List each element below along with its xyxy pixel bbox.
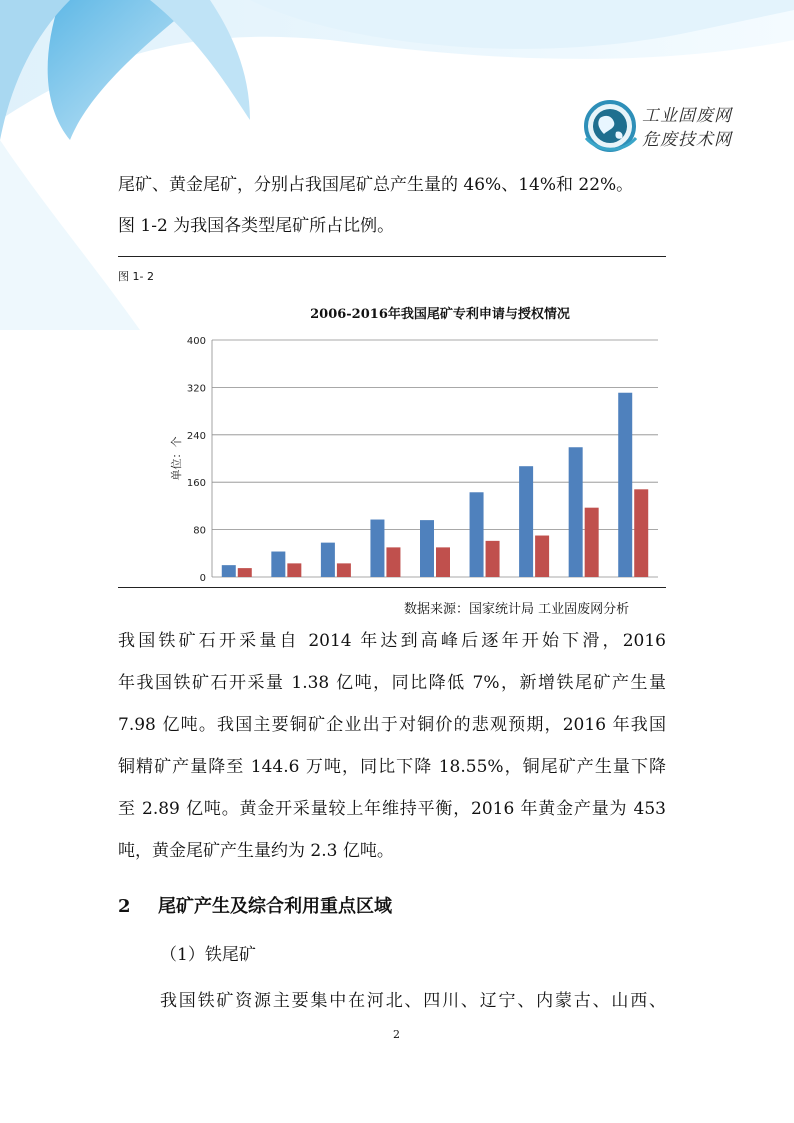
bar-series-1-5 [420,520,434,577]
bar-series-2-3 [337,563,351,577]
data-source-note: 数据来源：国家统计局 工业固废网分析 [404,602,630,617]
y-tick-label: 0 [199,573,206,582]
bar-series-1-2 [271,552,285,577]
y-axis-label: 单位：个 [170,436,183,481]
body-line: 铜精矿产量降至 144.6 万吨，同比下降 18.55%，铜尾矿产生量下降 [118,757,666,777]
bar-series-2-5 [436,547,450,577]
bar-series-1-9 [618,393,632,577]
body-line: 图 1-2 为我国各类型尾矿所占比例。 [118,216,395,236]
bar-series-1-7 [519,466,533,577]
logo-line-2: 危废技术网 [642,130,732,150]
section-title: 尾矿产生及综合利用重点区域 [158,896,392,917]
bar-series-2-8 [585,508,599,577]
bar-series-2-4 [386,547,400,577]
page-number: 2 [393,1028,400,1041]
bar-series-2-6 [486,541,500,577]
section-heading [118,892,392,918]
body-line: 年我国铁矿石开采量 1.38 亿吨，同比降低 7%，新增铁尾矿产生量 [118,673,666,693]
body-line: 我国铁矿资源主要集中在河北、四川、辽宁、内蒙古、山西、 [160,991,666,1011]
bar-series-1-8 [569,447,583,577]
body-line: 我国铁矿石开采量自 2014 年达到高峰后逐年开始下滑，2016 [118,631,666,651]
bar-series-2-2 [287,563,301,577]
body-line: 尾矿、黄金尾矿，分别占我国尾矿总产生量的 46%、14%和 22%。 [118,175,634,195]
y-tick-label: 320 [186,383,206,395]
logo-text [642,104,732,152]
chart-title: 2006-2016年我国尾矿专利申请与授权情况 [310,307,570,322]
y-tick-label: 400 [186,336,206,347]
y-tick-label: 240 [186,430,206,442]
bar-series-1-6 [470,492,484,577]
globe-icon [586,102,636,150]
section-number: 2 [118,896,131,917]
bar-series-1-3 [321,543,335,577]
y-tick-label: 80 [193,525,206,537]
patent-bar-chart [150,292,666,582]
bar-series-2-7 [535,536,549,577]
figure-bottom-rule [118,587,666,588]
bar-series-2-1 [238,568,252,577]
body-line: 7.98 亿吨。我国主要铜矿企业出于对铜价的悲观预期，2016 年我国 [118,715,666,735]
bar-series-1-4 [370,520,384,577]
figure-top-rule [118,256,666,257]
logo-line-1: 工业固废网 [642,106,732,126]
body-line: 至 2.89 亿吨。黄金开采量较上年维持平衡，2016 年黄金产量为 453 [118,799,666,819]
figure-label: 图 1- 2 [118,270,154,283]
subsection-title: （1）铁尾矿 [160,945,256,965]
bar-series-1-1 [222,565,236,577]
body-line: 吨，黄金尾矿产生量约为 2.3 亿吨。 [118,841,394,861]
bar-series-2-9 [634,489,648,577]
y-tick-label: 160 [186,478,206,490]
